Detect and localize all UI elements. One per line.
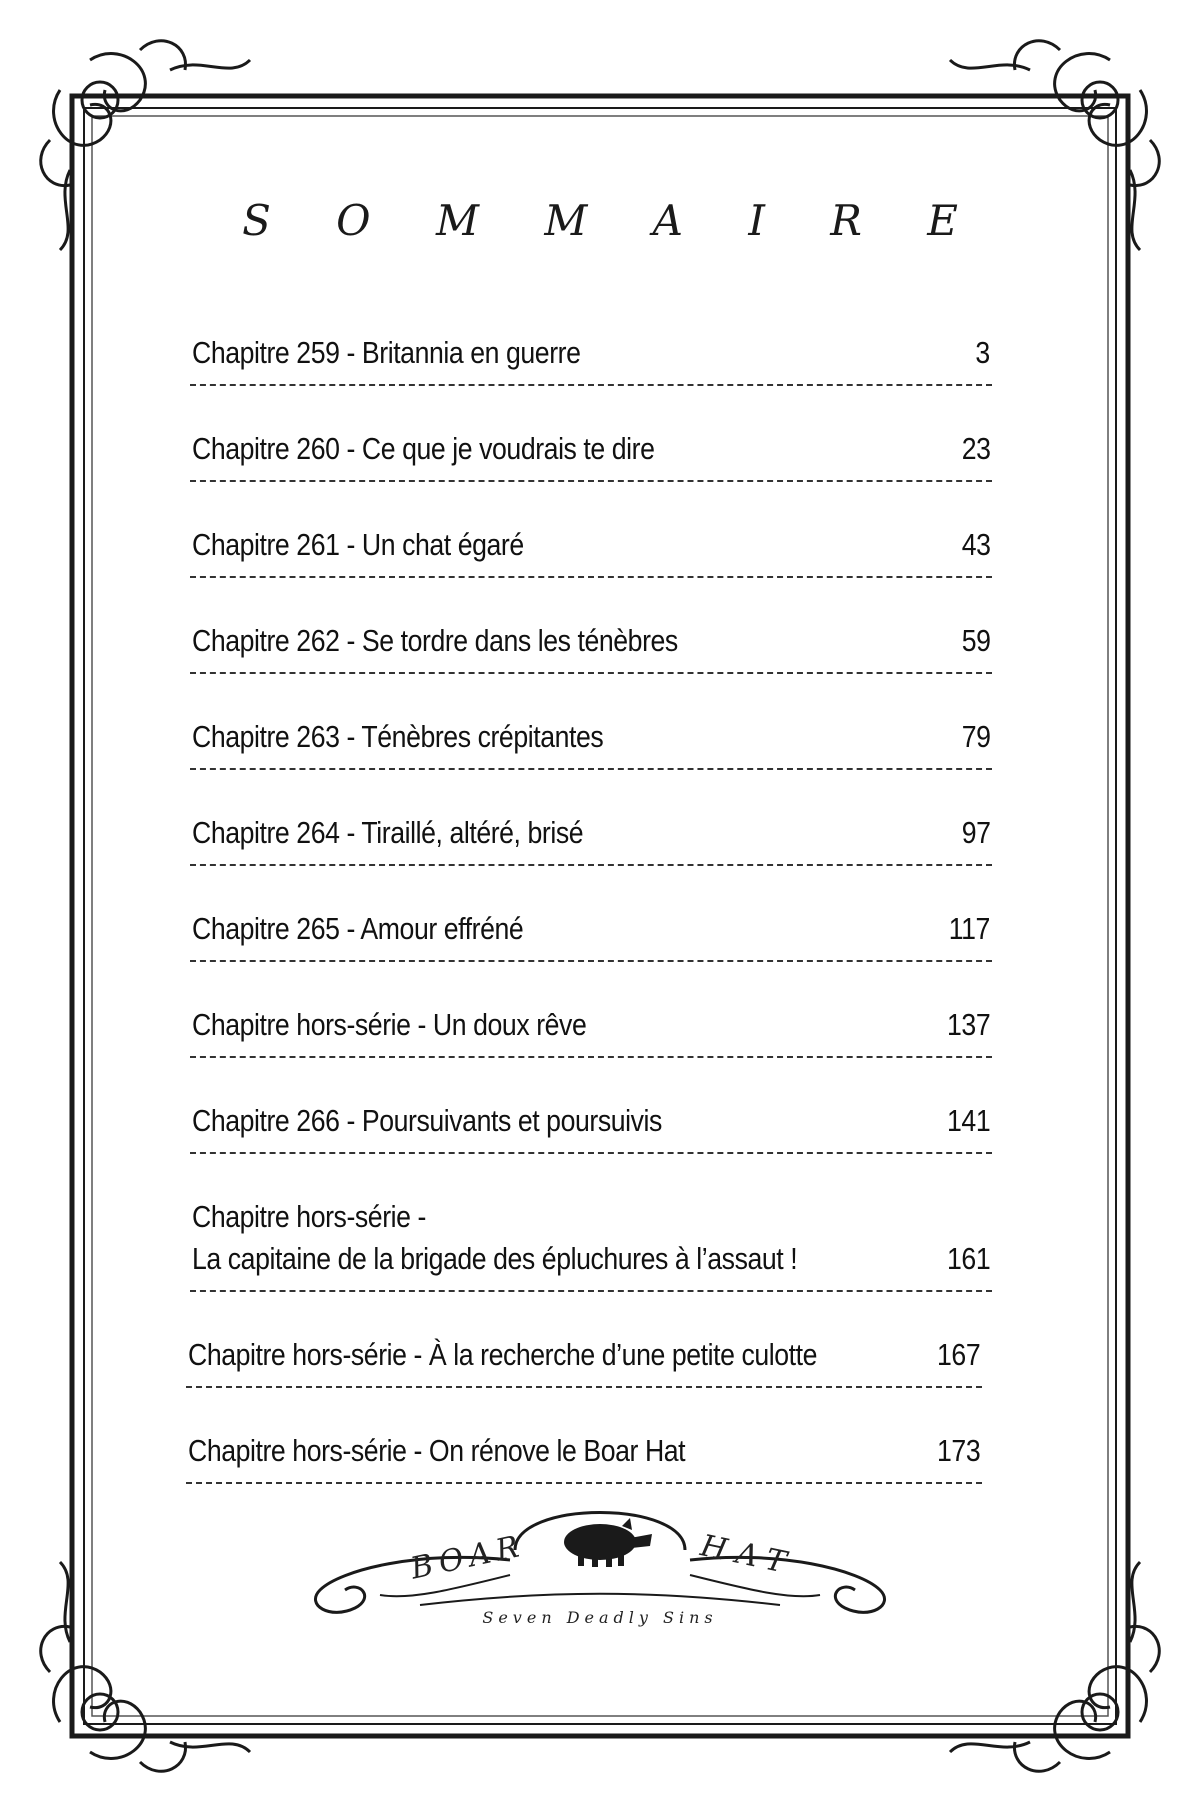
toc-entry-title: Chapitre 262 - Se tordre dans les ténèbres	[192, 623, 678, 658]
toc-entry-page: 167	[936, 1337, 980, 1372]
toc-entry	[190, 894, 992, 962]
toc-entry-page: 97	[961, 815, 990, 850]
toc-entry	[190, 606, 992, 674]
toc-entry-page: 137	[946, 1007, 990, 1042]
toc-entry-title: Chapitre 261 - Un chat égaré	[192, 527, 524, 562]
toc-entry-title: Chapitre 259 - Britannia en guerre	[192, 335, 581, 370]
toc-entry	[190, 798, 992, 866]
toc-entry-title: Chapitre hors-série - Un doux rêve	[192, 1007, 587, 1042]
toc-entry-title: Chapitre hors-série - La capitaine de la brigade des épluchures à l’assaut !	[192, 1199, 798, 1276]
logo-word-left: BOAR	[407, 1528, 528, 1587]
toc-entry	[190, 318, 992, 386]
toc-entry	[190, 990, 992, 1058]
page-title: S O M M A I R E	[242, 196, 984, 245]
toc-entry-title: Chapitre 260 - Ce que je voudrais te dire	[192, 431, 655, 466]
toc-entry	[190, 1182, 992, 1292]
toc-entry-page: 79	[961, 719, 990, 754]
toc-entry-page: 117	[948, 911, 990, 946]
toc-entry	[190, 702, 992, 770]
boar-icon	[564, 1518, 652, 1567]
toc-entry-title: Chapitre 265 - Amour effréné	[192, 911, 524, 946]
toc-entry-page: 59	[961, 623, 990, 658]
toc-entry-page: 173	[936, 1433, 980, 1468]
toc-entry-title: Chapitre 264 - Tiraillé, altéré, brisé	[192, 815, 584, 850]
logo-word-right: HAT	[697, 1528, 799, 1583]
toc-entry	[186, 1416, 982, 1484]
toc-entry	[190, 1086, 992, 1154]
logo-tagline: Seven Deadly Sins	[482, 1608, 718, 1627]
toc-entry-page: 3	[975, 335, 990, 370]
toc-entry	[190, 414, 992, 482]
toc-entry	[190, 510, 992, 578]
toc-entry-page: 141	[946, 1103, 990, 1138]
toc-entry-page: 43	[961, 527, 990, 562]
toc-entry-title: Chapitre hors-série - À la recherche d’une petite culotte	[188, 1337, 818, 1372]
toc-entry-title: Chapitre 266 - Poursuivants et poursuivis	[192, 1103, 662, 1138]
table-of-contents	[190, 318, 992, 1512]
toc-entry-page: 161	[946, 1241, 990, 1276]
toc-entry-title: Chapitre 263 - Ténèbres crépitantes	[192, 719, 604, 754]
toc-entry	[186, 1320, 982, 1388]
toc-entry-page: 23	[961, 431, 990, 466]
boar-hat-logo	[300, 1480, 900, 1640]
toc-entry-title: Chapitre hors-série - On rénove le Boar Hat	[188, 1433, 686, 1468]
